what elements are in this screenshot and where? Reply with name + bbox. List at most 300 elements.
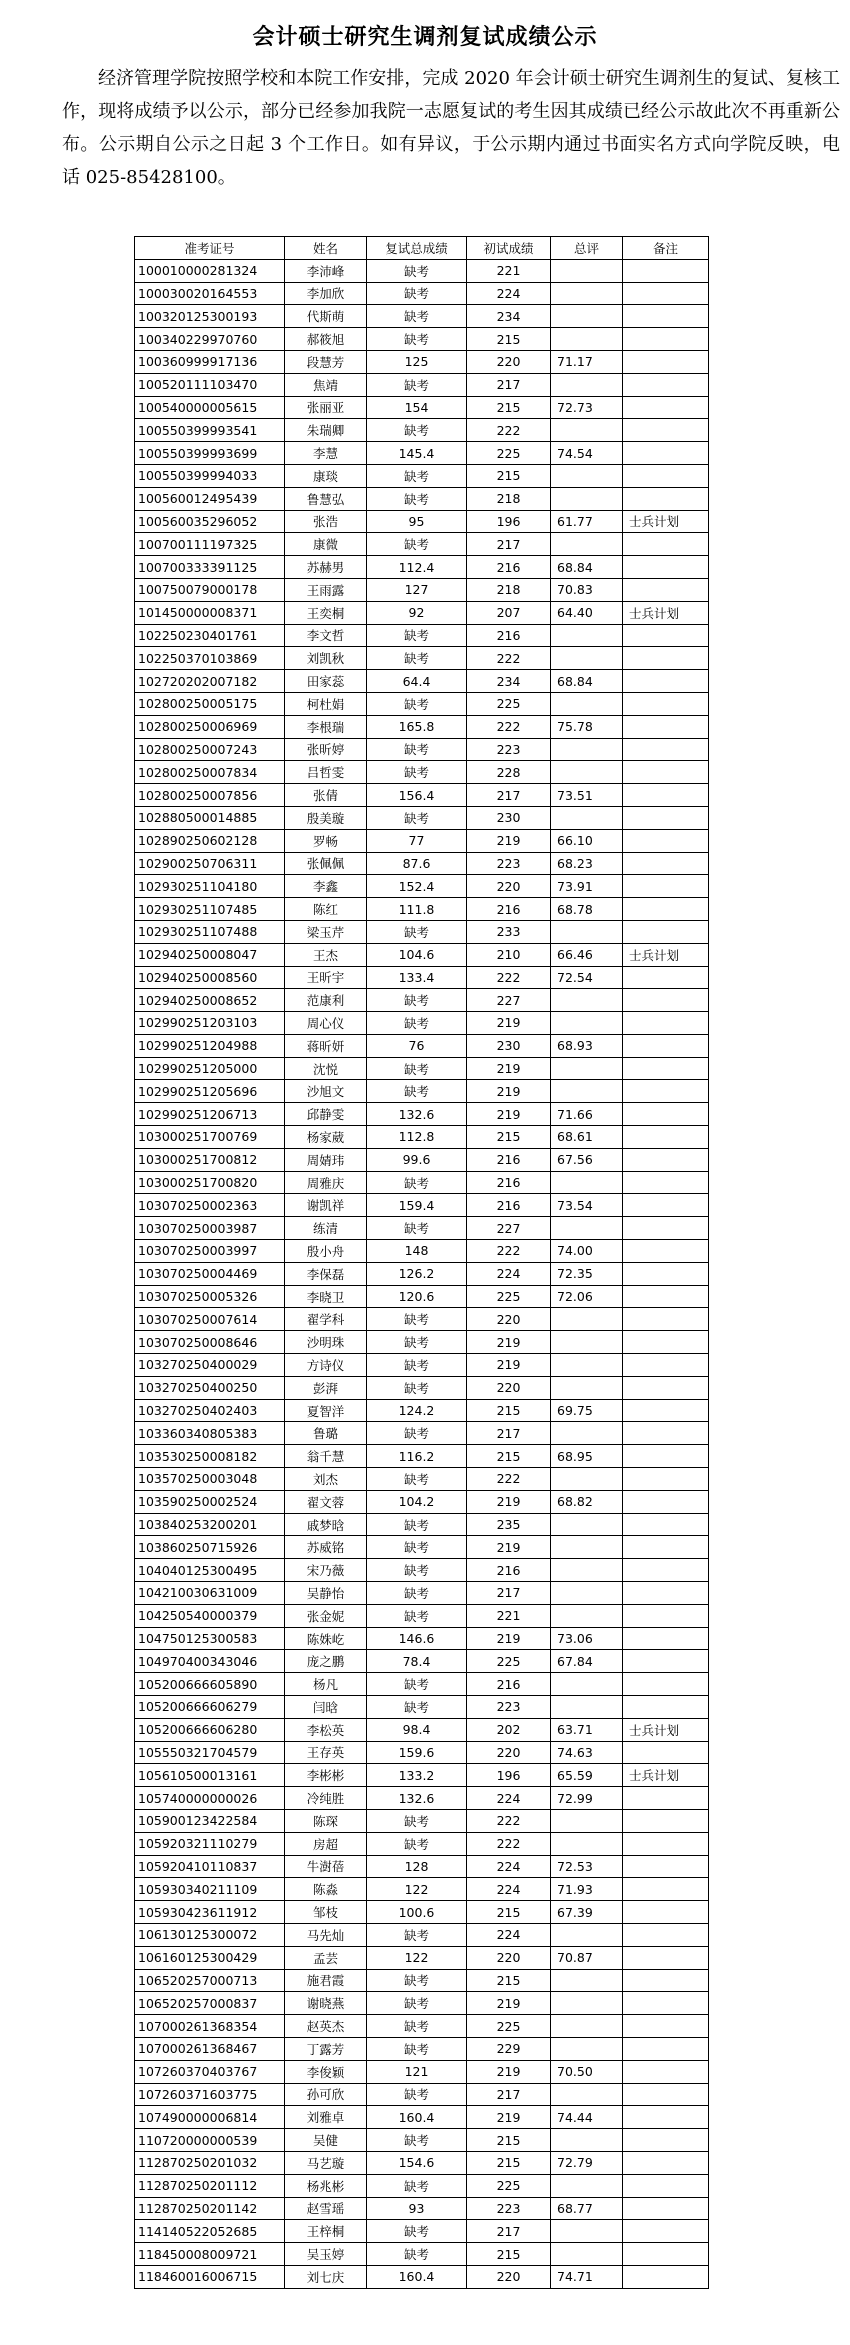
overall-score-cell: 67.39 [551, 1901, 623, 1924]
table-body [135, 259, 709, 2288]
overall-score-cell [551, 1468, 623, 1491]
name-cell: 刘杰 [285, 1468, 367, 1491]
retest-score-cell: 76 [367, 1034, 467, 1057]
name-cell: 李沛峰 [285, 259, 367, 282]
name-cell: 殷小舟 [285, 1240, 367, 1263]
retest-score-cell: 缺考 [367, 624, 467, 647]
initial-score-cell: 215 [467, 2243, 551, 2266]
name-cell: 邱静雯 [285, 1103, 367, 1126]
retest-score-cell: 缺考 [367, 1171, 467, 1194]
remark-cell [623, 1559, 709, 1582]
overall-score-cell: 74.71 [551, 2265, 623, 2288]
overall-score-cell: 63.71 [551, 1718, 623, 1741]
remark-cell [623, 2037, 709, 2060]
retest-score-cell: 156.4 [367, 784, 467, 807]
table-row [135, 1262, 709, 1285]
table-row [135, 1445, 709, 1468]
remark-cell [623, 1536, 709, 1559]
overall-score-cell [551, 1057, 623, 1080]
exam-id-cell: 107490000006814 [135, 2106, 285, 2129]
exam-id-cell: 110720000000539 [135, 2129, 285, 2152]
exam-id-cell: 100700333391125 [135, 556, 285, 579]
name-cell: 张丽亚 [285, 396, 367, 419]
name-cell: 马艺璇 [285, 2151, 367, 2174]
exam-id-cell: 102990251206713 [135, 1103, 285, 1126]
name-cell: 邹枝 [285, 1901, 367, 1924]
remark-cell [623, 1285, 709, 1308]
overall-score-cell: 75.78 [551, 715, 623, 738]
name-cell: 练清 [285, 1217, 367, 1240]
remark-cell [623, 1490, 709, 1513]
initial-score-cell: 225 [467, 1285, 551, 1308]
name-cell: 李慧 [285, 442, 367, 465]
remark-cell [623, 1331, 709, 1354]
exam-id-cell: 106520257000837 [135, 1992, 285, 2015]
name-cell: 张昕婷 [285, 738, 367, 761]
remark-cell: 士兵计划 [623, 1764, 709, 1787]
table-row [135, 1878, 709, 1901]
name-cell: 康琰 [285, 464, 367, 487]
overall-score-cell: 64.40 [551, 601, 623, 624]
name-cell: 王梓桐 [285, 2220, 367, 2243]
exam-id-cell: 101450000008371 [135, 601, 285, 624]
retest-score-cell: 145.4 [367, 442, 467, 465]
exam-id-cell: 102940250008560 [135, 966, 285, 989]
exam-id-cell: 103860250715926 [135, 1536, 285, 1559]
table-row [135, 2174, 709, 2197]
retest-score-cell: 98.4 [367, 1718, 467, 1741]
remark-cell [623, 259, 709, 282]
remark-cell [623, 1399, 709, 1422]
exam-id-cell: 102990251205696 [135, 1080, 285, 1103]
initial-score-cell: 222 [467, 966, 551, 989]
initial-score-cell: 222 [467, 715, 551, 738]
remark-cell [623, 1582, 709, 1605]
remark-cell [623, 738, 709, 761]
name-cell: 彭湃 [285, 1376, 367, 1399]
overall-score-cell [551, 1536, 623, 1559]
table-row [135, 647, 709, 670]
table-row [135, 1764, 709, 1787]
exam-id-cell: 107260370403767 [135, 2060, 285, 2083]
name-cell: 代斯萌 [285, 305, 367, 328]
exam-id-cell: 104040125300495 [135, 1559, 285, 1582]
name-cell: 焦靖 [285, 373, 367, 396]
name-cell: 张浩 [285, 510, 367, 533]
exam-id-cell: 107260371603775 [135, 2083, 285, 2106]
initial-score-cell: 225 [467, 2015, 551, 2038]
initial-score-cell: 216 [467, 1148, 551, 1171]
table-row [135, 829, 709, 852]
exam-id-cell: 106160125300429 [135, 1946, 285, 1969]
overall-score-cell: 67.84 [551, 1650, 623, 1673]
exam-id-cell: 103070250007614 [135, 1308, 285, 1331]
table-row [135, 2037, 709, 2060]
overall-score-cell: 68.77 [551, 2197, 623, 2220]
remark-cell [623, 464, 709, 487]
initial-score-cell: 219 [467, 1627, 551, 1650]
table-row [135, 1240, 709, 1263]
table-row [135, 1969, 709, 1992]
name-cell: 殷美璇 [285, 806, 367, 829]
header-initial-score: 初试成绩 [467, 237, 551, 260]
header-exam-id: 准考证号 [135, 237, 285, 260]
retest-score-cell: 154 [367, 396, 467, 419]
remark-cell [623, 920, 709, 943]
exam-id-cell: 100550399994033 [135, 464, 285, 487]
initial-score-cell: 223 [467, 2197, 551, 2220]
initial-score-cell: 207 [467, 601, 551, 624]
retest-score-cell: 缺考 [367, 1832, 467, 1855]
exam-id-cell: 118460016006715 [135, 2265, 285, 2288]
retest-score-cell: 152.4 [367, 875, 467, 898]
overall-score-cell: 71.66 [551, 1103, 623, 1126]
retest-score-cell: 160.4 [367, 2106, 467, 2129]
retest-score-cell: 缺考 [367, 1969, 467, 1992]
table-row [135, 2243, 709, 2266]
retest-score-cell: 132.6 [367, 1103, 467, 1126]
initial-score-cell: 215 [467, 1969, 551, 1992]
overall-score-cell [551, 2129, 623, 2152]
retest-score-cell: 116.2 [367, 1445, 467, 1468]
table-row [135, 943, 709, 966]
name-cell: 闫晗 [285, 1696, 367, 1719]
initial-score-cell: 217 [467, 533, 551, 556]
overall-score-cell: 69.75 [551, 1399, 623, 1422]
overall-score-cell [551, 1923, 623, 1946]
initial-score-cell: 219 [467, 1536, 551, 1559]
exam-id-cell: 103000251700769 [135, 1126, 285, 1149]
exam-id-cell: 112870250201032 [135, 2151, 285, 2174]
exam-id-cell: 104970400343046 [135, 1650, 285, 1673]
initial-score-cell: 216 [467, 1171, 551, 1194]
name-cell: 刘雅卓 [285, 2106, 367, 2129]
table-row [135, 1490, 709, 1513]
retest-score-cell: 缺考 [367, 2129, 467, 2152]
retest-score-cell: 缺考 [367, 533, 467, 556]
remark-cell [623, 1354, 709, 1377]
table-row [135, 556, 709, 579]
retest-score-cell: 缺考 [367, 1559, 467, 1582]
name-cell: 周心仪 [285, 1012, 367, 1035]
retest-score-cell: 126.2 [367, 1262, 467, 1285]
remark-cell [623, 989, 709, 1012]
retest-score-cell: 缺考 [367, 1513, 467, 1536]
remark-cell [623, 2151, 709, 2174]
remark-cell [623, 1376, 709, 1399]
overall-score-cell: 65.59 [551, 1764, 623, 1787]
overall-score-cell [551, 1331, 623, 1354]
name-cell: 苏赫男 [285, 556, 367, 579]
overall-score-cell: 74.63 [551, 1741, 623, 1764]
retest-score-cell: 77 [367, 829, 467, 852]
table-row [135, 1604, 709, 1627]
name-cell: 张佩佩 [285, 852, 367, 875]
exam-id-cell: 100560012495439 [135, 487, 285, 510]
name-cell: 范康利 [285, 989, 367, 1012]
table-row [135, 2197, 709, 2220]
overall-score-cell: 67.56 [551, 1148, 623, 1171]
retest-score-cell: 缺考 [367, 328, 467, 351]
initial-score-cell: 222 [467, 1832, 551, 1855]
table-header-row [135, 237, 709, 260]
table-row [135, 1468, 709, 1491]
table-row [135, 1285, 709, 1308]
retest-score-cell: 缺考 [367, 738, 467, 761]
overall-score-cell [551, 1673, 623, 1696]
overall-score-cell [551, 1832, 623, 1855]
retest-score-cell: 122 [367, 1946, 467, 1969]
remark-cell [623, 2197, 709, 2220]
page-title: 会计硕士研究生调剂复试成绩公示 [252, 24, 598, 50]
retest-score-cell: 128 [367, 1855, 467, 1878]
exam-id-cell: 102900250706311 [135, 852, 285, 875]
remark-cell [623, 2174, 709, 2197]
table-row [135, 624, 709, 647]
remark-cell [623, 829, 709, 852]
remark-cell [623, 1696, 709, 1719]
initial-score-cell: 220 [467, 1308, 551, 1331]
name-cell: 孙可欣 [285, 2083, 367, 2106]
overall-score-cell [551, 1696, 623, 1719]
table-row [135, 2151, 709, 2174]
overall-score-cell [551, 1012, 623, 1035]
overall-score-cell: 68.95 [551, 1445, 623, 1468]
name-cell: 谢晓燕 [285, 1992, 367, 2015]
remark-cell [623, 1308, 709, 1331]
remark-cell [623, 1422, 709, 1445]
retest-score-cell: 160.4 [367, 2265, 467, 2288]
table-row [135, 989, 709, 1012]
overall-score-cell: 73.06 [551, 1627, 623, 1650]
exam-id-cell: 100550399993541 [135, 419, 285, 442]
name-cell: 陈红 [285, 898, 367, 921]
retest-score-cell: 154.6 [367, 2151, 467, 2174]
table-row [135, 396, 709, 419]
overall-score-cell [551, 1171, 623, 1194]
retest-score-cell: 缺考 [367, 259, 467, 282]
table-row [135, 282, 709, 305]
overall-score-cell [551, 1376, 623, 1399]
retest-score-cell: 122 [367, 1878, 467, 1901]
remark-cell [623, 419, 709, 442]
overall-score-cell [551, 2243, 623, 2266]
overall-score-cell: 72.99 [551, 1787, 623, 1810]
exam-id-cell: 100560035296052 [135, 510, 285, 533]
retest-score-cell: 104.2 [367, 1490, 467, 1513]
table-row [135, 305, 709, 328]
exam-id-cell: 105200666606279 [135, 1696, 285, 1719]
remark-cell [623, 533, 709, 556]
name-cell: 李鑫 [285, 875, 367, 898]
name-cell: 冷纯胜 [285, 1787, 367, 1810]
retest-score-cell: 缺考 [367, 647, 467, 670]
retest-score-cell: 165.8 [367, 715, 467, 738]
exam-id-cell: 103070250003987 [135, 1217, 285, 1240]
exam-id-cell: 103530250008182 [135, 1445, 285, 1468]
initial-score-cell: 215 [467, 2129, 551, 2152]
initial-score-cell: 196 [467, 510, 551, 533]
retest-score-cell: 缺考 [367, 2083, 467, 2106]
initial-score-cell: 219 [467, 1992, 551, 2015]
initial-score-cell: 220 [467, 2265, 551, 2288]
retest-score-cell: 缺考 [367, 2220, 467, 2243]
remark-cell [623, 1604, 709, 1627]
exam-id-cell: 103000251700812 [135, 1148, 285, 1171]
name-cell: 翁千慧 [285, 1445, 367, 1468]
remark-cell [623, 1217, 709, 1240]
exam-id-cell: 102250230401761 [135, 624, 285, 647]
overall-score-cell [551, 989, 623, 1012]
remark-cell [623, 2243, 709, 2266]
remark-cell [623, 2083, 709, 2106]
name-cell: 田家蕊 [285, 670, 367, 693]
initial-score-cell: 227 [467, 989, 551, 1012]
exam-id-cell: 100520111103470 [135, 373, 285, 396]
overall-score-cell: 73.91 [551, 875, 623, 898]
exam-id-cell: 100700111197325 [135, 533, 285, 556]
overall-score-cell: 72.53 [551, 1855, 623, 1878]
remark-cell [623, 282, 709, 305]
initial-score-cell: 220 [467, 1376, 551, 1399]
overall-score-cell: 73.51 [551, 784, 623, 807]
overall-score-cell [551, 1513, 623, 1536]
name-cell: 孟芸 [285, 1946, 367, 1969]
remark-cell [623, 1946, 709, 1969]
name-cell: 李保磊 [285, 1262, 367, 1285]
table-row [135, 1923, 709, 1946]
initial-score-cell: 219 [467, 1012, 551, 1035]
remark-cell [623, 1969, 709, 1992]
remark-cell [623, 1194, 709, 1217]
overall-score-cell [551, 1217, 623, 1240]
exam-id-cell: 100540000005615 [135, 396, 285, 419]
exam-id-cell: 105930423611912 [135, 1901, 285, 1924]
remark-cell [623, 1627, 709, 1650]
retest-score-cell: 121 [367, 2060, 467, 2083]
initial-score-cell: 215 [467, 396, 551, 419]
table-row [135, 373, 709, 396]
exam-id-cell: 103000251700820 [135, 1171, 285, 1194]
exam-id-cell: 105200666606280 [135, 1718, 285, 1741]
remark-cell [623, 1468, 709, 1491]
initial-score-cell: 234 [467, 305, 551, 328]
retest-score-cell: 99.6 [367, 1148, 467, 1171]
exam-id-cell: 106130125300072 [135, 1923, 285, 1946]
initial-score-cell: 219 [467, 2060, 551, 2083]
overall-score-cell [551, 487, 623, 510]
remark-cell [623, 1901, 709, 1924]
overall-score-cell [551, 738, 623, 761]
exam-id-cell: 103070250005326 [135, 1285, 285, 1308]
remark-cell [623, 1513, 709, 1536]
exam-id-cell: 104210030631009 [135, 1582, 285, 1605]
name-cell: 康微 [285, 533, 367, 556]
retest-score-cell: 87.6 [367, 852, 467, 875]
table-row [135, 1513, 709, 1536]
exam-id-cell: 102880500014885 [135, 806, 285, 829]
overall-score-cell: 72.54 [551, 966, 623, 989]
name-cell: 周婧玮 [285, 1148, 367, 1171]
table-row [135, 1650, 709, 1673]
table-row [135, 487, 709, 510]
retest-score-cell: 148 [367, 1240, 467, 1263]
table-row [135, 1354, 709, 1377]
name-cell: 方诗仪 [285, 1354, 367, 1377]
overall-score-cell [551, 1809, 623, 1832]
exam-id-cell: 112870250201142 [135, 2197, 285, 2220]
overall-score-cell: 68.78 [551, 898, 623, 921]
initial-score-cell: 225 [467, 1650, 551, 1673]
retest-score-cell: 112.8 [367, 1126, 467, 1149]
remark-cell [623, 647, 709, 670]
overall-score-cell [551, 282, 623, 305]
overall-score-cell [551, 920, 623, 943]
remark-cell [623, 1057, 709, 1080]
table-row [135, 419, 709, 442]
retest-score-cell: 127 [367, 578, 467, 601]
overall-score-cell: 68.82 [551, 1490, 623, 1513]
initial-score-cell: 219 [467, 1103, 551, 1126]
table-row [135, 1012, 709, 1035]
remark-cell [623, 761, 709, 784]
overall-score-cell: 72.35 [551, 1262, 623, 1285]
initial-score-cell: 210 [467, 943, 551, 966]
exam-id-cell: 100550399993699 [135, 442, 285, 465]
exam-id-cell: 100340229970760 [135, 328, 285, 351]
remark-cell [623, 1923, 709, 1946]
remark-cell [623, 1855, 709, 1878]
retest-score-cell: 缺考 [367, 1422, 467, 1445]
table-row [135, 1696, 709, 1719]
name-cell: 杨兆彬 [285, 2174, 367, 2197]
initial-score-cell: 220 [467, 1741, 551, 1764]
retest-score-cell: 缺考 [367, 1331, 467, 1354]
remark-cell [623, 305, 709, 328]
table-row [135, 898, 709, 921]
name-cell: 吴玉婷 [285, 2243, 367, 2266]
exam-id-cell: 103070250004469 [135, 1262, 285, 1285]
name-cell: 李松英 [285, 1718, 367, 1741]
exam-id-cell: 114140522052685 [135, 2220, 285, 2243]
remark-cell [623, 1878, 709, 1901]
initial-score-cell: 196 [467, 1764, 551, 1787]
name-cell: 赵雪瑶 [285, 2197, 367, 2220]
remark-cell [623, 1809, 709, 1832]
table-row [135, 2106, 709, 2129]
remark-cell [623, 784, 709, 807]
overall-score-cell: 66.46 [551, 943, 623, 966]
name-cell: 杨家葳 [285, 1126, 367, 1149]
overall-score-cell [551, 624, 623, 647]
overall-score-cell: 68.61 [551, 1126, 623, 1149]
overall-score-cell [551, 305, 623, 328]
table-row [135, 784, 709, 807]
table-row [135, 1718, 709, 1741]
table-row [135, 1171, 709, 1194]
retest-score-cell: 缺考 [367, 305, 467, 328]
name-cell: 谢凯祥 [285, 1194, 367, 1217]
retest-score-cell: 缺考 [367, 2174, 467, 2197]
remark-cell [623, 1262, 709, 1285]
name-cell: 李彬彬 [285, 1764, 367, 1787]
exam-id-cell: 105550321704579 [135, 1741, 285, 1764]
name-cell: 施君霞 [285, 1969, 367, 1992]
remark-cell [623, 1148, 709, 1171]
initial-score-cell: 215 [467, 1399, 551, 1422]
table-row [135, 1627, 709, 1650]
retest-score-cell: 104.6 [367, 943, 467, 966]
